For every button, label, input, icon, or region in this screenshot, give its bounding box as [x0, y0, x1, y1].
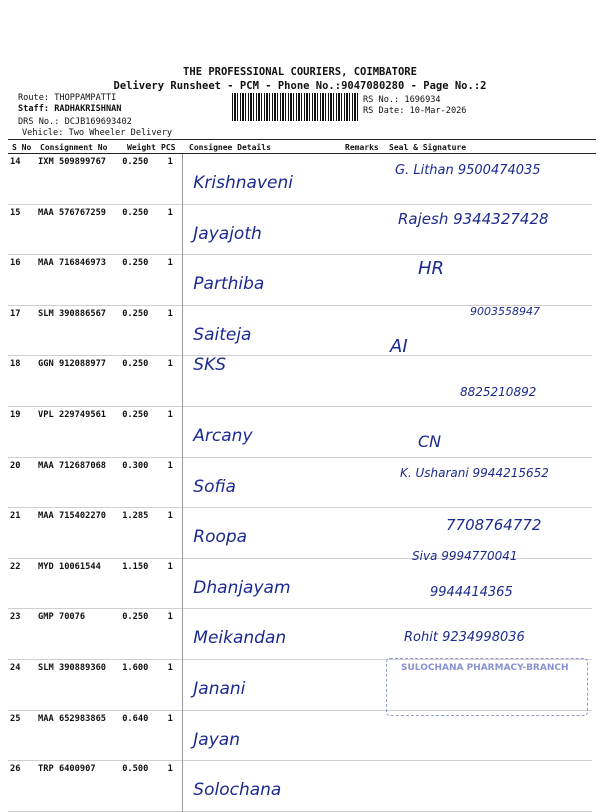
row-consignment: IXM 509899767 [38, 157, 107, 167]
row-weight: 0.250 [122, 409, 149, 420]
col-sno-header: S No [12, 143, 32, 152]
row-sno: 25 [10, 713, 21, 724]
barcode [232, 93, 360, 121]
col-seal-header: Seal & Signature [389, 143, 467, 152]
handwritten-name: Solochana [193, 780, 282, 801]
row-consignee [183, 457, 338, 508]
row-consignment: GGN 912088977 [38, 359, 107, 370]
row-sno: 18 [10, 359, 21, 370]
signature: Siva 9994770041 [412, 549, 518, 563]
row-consignee [183, 406, 338, 457]
row-pcs: 1 [167, 612, 173, 623]
row-weight: 0.250 [122, 359, 149, 370]
signature: 8825210892 [460, 385, 537, 399]
row-sno: 16 [10, 258, 21, 269]
rs-number: RS No.: 1696934 [363, 95, 441, 105]
signature: K. Usharani 9944215652 [400, 466, 549, 480]
row-signature-cell [388, 761, 592, 812]
pharmacy-stamp [386, 658, 588, 716]
row-weight: 0.250 [122, 207, 149, 218]
handwritten-name: SKS [193, 355, 227, 376]
row-remarks [338, 558, 388, 609]
row-weight: 1.285 [122, 511, 149, 522]
rs-date: RS Date: 10-Mar-2026 [363, 106, 467, 116]
handwritten-name: Jayan [193, 729, 240, 750]
row-remarks [338, 457, 388, 508]
row-remarks [338, 609, 388, 660]
vehicle-label: Vehicle: Two Wheeler Delivery [22, 128, 173, 138]
row-consignee [183, 508, 338, 559]
row-consignee [183, 710, 338, 761]
route-label: Route: THOPPAMPATTI [18, 93, 117, 103]
signature: Rohit 9234998036 [404, 630, 525, 645]
staff-label: Staff: RADHAKRISHNAN [18, 104, 122, 114]
handwritten-name: Krishnaveni [193, 173, 293, 193]
table-row [8, 154, 592, 204]
row-remarks [338, 761, 388, 812]
col-consignment-header: Consignment No [40, 143, 108, 152]
table-row [8, 761, 592, 812]
handwritten-name: Dhanjayam [193, 577, 291, 598]
row-remarks [338, 154, 388, 204]
handwritten-name: Arcany [193, 425, 253, 446]
row-remarks [338, 204, 388, 255]
row-weight: 0.300 [122, 460, 149, 471]
table-row [8, 457, 592, 508]
row-sno: 14 [10, 157, 21, 167]
table-row [8, 710, 592, 761]
signature: 7708764772 [446, 516, 542, 534]
row-weight: 1.600 [122, 662, 149, 673]
signature: 9944414365 [430, 585, 513, 600]
row-sno: 22 [10, 561, 21, 572]
row-consignment: MAA 576767259 [38, 207, 107, 218]
row-consignment: MYD 10061544 [38, 561, 101, 572]
row-remarks [338, 710, 388, 761]
row-pcs: 1 [167, 157, 173, 167]
handwritten-name: Meikandan [193, 628, 287, 649]
row-remarks [338, 305, 388, 356]
row-weight: 0.500 [122, 764, 149, 775]
row-consignment: VPL 229749561 [38, 409, 107, 420]
runsheet-title: Delivery Runsheet - PCM - Phone No.:9047080280 - Page No.:2 [113, 80, 487, 92]
col-remarks-header: Remarks [345, 143, 379, 152]
company-title: THE PROFESSIONAL COURIERS, COIMBATORE [183, 66, 417, 78]
signature: AI [390, 336, 408, 357]
signature: G. Lithan 9500474035 [395, 163, 541, 178]
row-consignee [183, 204, 338, 255]
signature: CN [418, 432, 442, 451]
row-pcs: 1 [167, 359, 173, 370]
row-remarks [338, 508, 388, 559]
handwritten-name: Roopa [193, 527, 248, 548]
row-sno: 20 [10, 460, 21, 471]
row-remarks [338, 406, 388, 457]
table-row [8, 406, 592, 457]
row-consignment: SLM 390889360 [38, 662, 107, 673]
row-signature-cell [388, 457, 592, 508]
row-consignment: SLM 390886567 [38, 308, 107, 319]
row-remarks [338, 659, 388, 710]
stamp-text: SULOCHANA PHARMACY-BRANCH [401, 663, 569, 673]
row-pcs: 1 [167, 460, 173, 471]
row-pcs: 1 [167, 207, 173, 218]
row-weight: 0.250 [122, 612, 149, 623]
row-consignee [183, 154, 338, 204]
row-consignee [183, 558, 338, 609]
row-sno: 24 [10, 662, 21, 673]
row-signature-cell [388, 558, 592, 609]
row-sno: 17 [10, 308, 21, 319]
col-consignee-header: Consignee Details [189, 143, 271, 152]
row-consignment: MAA 716846973 [38, 258, 107, 269]
row-pcs: 1 [167, 764, 173, 775]
row-pcs: 1 [167, 713, 173, 724]
row-consignment: GMP 70076 [38, 612, 86, 623]
row-sno: 19 [10, 409, 21, 420]
row-weight: 1.150 [122, 561, 149, 572]
row-pcs: 1 [167, 561, 173, 572]
row-pcs: 1 [167, 511, 173, 522]
handwritten-name: Janani [193, 678, 246, 699]
row-sno: 26 [10, 764, 21, 775]
row-remarks [338, 255, 388, 306]
row-sno: 23 [10, 612, 21, 623]
signature: HR [418, 258, 445, 279]
row-consignee [183, 255, 338, 306]
row-consignment: TRP 6400907 [38, 764, 96, 775]
signature: 9003558947 [470, 305, 540, 318]
row-sno: 15 [10, 207, 21, 218]
row-pcs: 1 [167, 409, 173, 420]
row-consignment: MAA 712687068 [38, 460, 107, 471]
handwritten-name: Saiteja [193, 324, 252, 345]
row-signature-cell [388, 154, 592, 204]
row-pcs: 1 [167, 308, 173, 319]
row-pcs: 1 [167, 662, 173, 673]
row-consignment: MAA 652983865 [38, 713, 107, 724]
row-consignment: MAA 715402270 [38, 511, 107, 522]
handwritten-name: Jayajoth [193, 223, 262, 244]
row-remarks [338, 356, 388, 407]
header-rule-top [8, 139, 596, 140]
handwritten-name: Sofia [193, 476, 236, 497]
handwritten-name: Parthiba [193, 274, 265, 295]
row-signature-cell [388, 710, 592, 761]
row-consignee [183, 761, 338, 812]
col-weight-header: Weight [127, 143, 156, 152]
row-weight: 0.640 [122, 713, 149, 724]
col-pcs-header: PCS [161, 143, 176, 152]
row-weight: 0.250 [122, 308, 149, 319]
signature: Rajesh 9344327428 [398, 210, 549, 228]
row-pcs: 1 [167, 258, 173, 269]
row-weight: 0.250 [122, 258, 149, 269]
row-consignee [183, 659, 338, 710]
row-consignee [183, 356, 338, 407]
drs-label: DRS No.: DCJB169693402 [18, 117, 132, 127]
row-weight: 0.250 [122, 157, 149, 167]
row-consignee [183, 305, 338, 356]
table-row [8, 255, 592, 306]
row-sno: 21 [10, 511, 21, 522]
table-row [8, 558, 592, 609]
row-consignee [183, 609, 338, 660]
